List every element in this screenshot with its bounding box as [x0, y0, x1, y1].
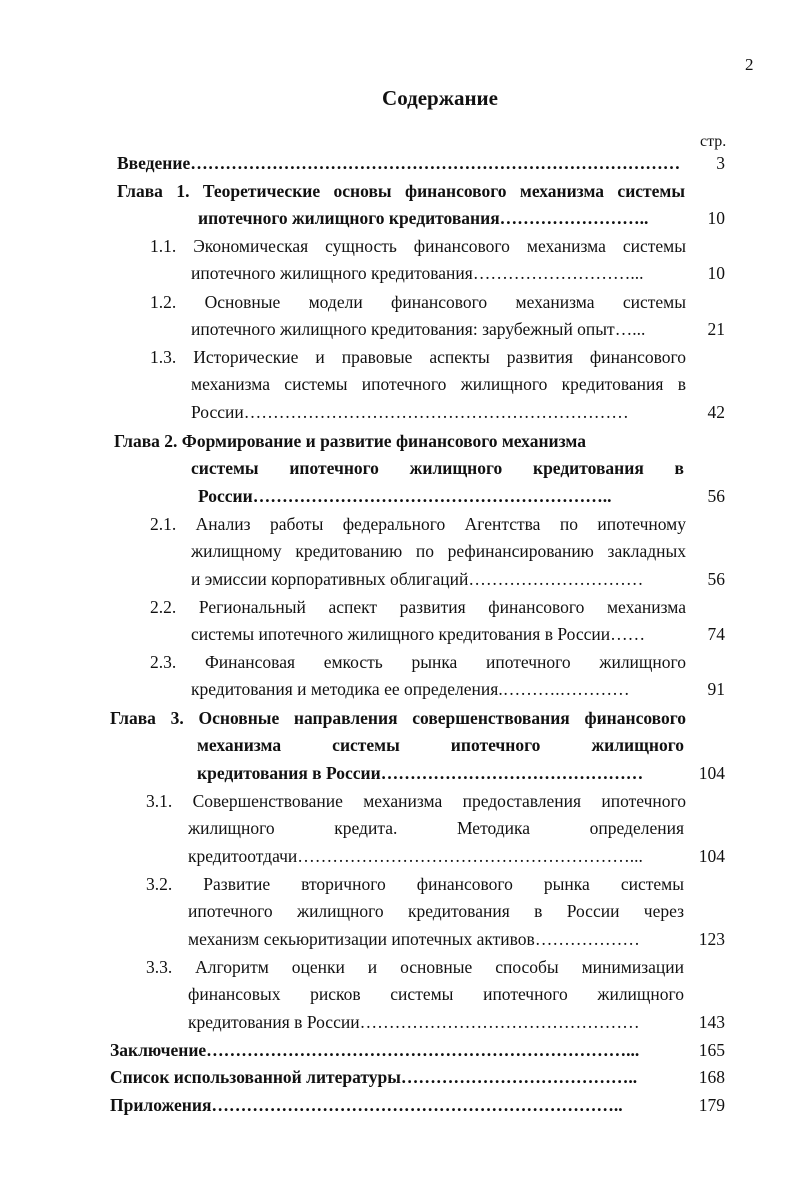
- toc-page-3-2: 123: [698, 929, 725, 949]
- toc-section-3-1-line-3: кредитоотдачи…………………………………………………...: [188, 846, 643, 866]
- toc-section-3-2-line-3: механизм секьюритизации ипотечных активов………………: [188, 929, 640, 949]
- toc-section-3-1-line-2: жилищного кредита. Методика определения: [188, 818, 684, 838]
- toc-chapter-1-line-1: Глава 1. Теоретические основы финансового механизма системы: [117, 181, 685, 201]
- toc-section-2-3-line-2: кредитования и методика ее определения.……….…………: [191, 679, 630, 699]
- toc-chapter-1-line-2: ипотечного жилищного кредитования……………………..: [198, 208, 649, 228]
- toc-page-chapter-3: 104: [698, 763, 725, 783]
- toc-section-3-2-line-2: ипотечного жилищного кредитования в России через: [188, 901, 684, 921]
- toc-section-1-1-line-2: ипотечного жилищного кредитования………………………...: [191, 263, 644, 283]
- toc-chapter-2-line-2: системы ипотечного жилищного кредитования в: [191, 458, 684, 478]
- toc-page-appendices: 179: [698, 1095, 725, 1115]
- toc-page-3-1: 104: [698, 846, 725, 866]
- toc-section-1-3-line-3: России…………………………………………………………: [191, 402, 629, 422]
- toc-chapter-2-line-1: Глава 2. Формирование и развитие финансового механизма: [114, 431, 586, 451]
- toc-entry-conclusion: Заключение………………………………………………………………...: [110, 1040, 640, 1060]
- toc-section-3-1-line-1: 3.1. Совершенствование механизма предоставления ипотечного: [146, 791, 686, 811]
- toc-section-3-3-line-3: кредитования в России…………………………………………: [188, 1012, 640, 1032]
- page-column-header: стр.: [700, 133, 727, 150]
- toc-page-1-2: 21: [707, 319, 725, 339]
- toc-section-2-1-line-3: и эмиссии корпоративных облигаций…………………………: [191, 569, 644, 589]
- toc-section-2-2-line-1: 2.2. Региональный аспект развития финансового механизма: [150, 597, 686, 617]
- toc-section-1-3-line-2: механизма системы ипотечного жилищного кредитования в: [191, 374, 686, 394]
- toc-entry-appendices: Приложения……………………………………………………………..: [110, 1095, 623, 1115]
- toc-page-chapter-2: 56: [707, 486, 725, 506]
- toc-section-1-2-line-2: ипотечного жилищного кредитования: зарубежный опыт…...: [191, 319, 646, 339]
- toc-chapter-3-line-2: механизма системы ипотечного жилищного: [197, 735, 684, 755]
- toc-page-1-1: 10: [707, 263, 725, 283]
- toc-entry-references: Список использованной литературы…………………………………..: [110, 1067, 638, 1087]
- toc-section-1-3-line-1: 1.3. Исторические и правовые аспекты развития финансового: [150, 347, 686, 367]
- toc-section-3-3-line-1: 3.3. Алгоритм оценки и основные способы минимизации: [146, 957, 684, 977]
- toc-section-2-1-line-1: 2.1. Анализ работы федерального Агентства по ипотечному: [150, 514, 686, 534]
- toc-entry-intro: Введение…………………………………………………………………………: [117, 153, 681, 173]
- toc-page-2-2: 74: [707, 624, 725, 644]
- toc-section-3-3-line-2: финансовых рисков системы ипотечного жилищного: [188, 984, 684, 1004]
- toc-section-2-3-line-1: 2.3. Финансовая емкость рынка ипотечного жилищного: [150, 652, 686, 672]
- toc-page-2-3: 91: [707, 679, 725, 699]
- toc-page-2-1: 56: [707, 569, 725, 589]
- toc-section-1-2-line-1: 1.2. Основные модели финансового механизма системы: [150, 292, 686, 312]
- toc-page-1-3: 42: [707, 402, 725, 422]
- toc-page-3-3: 143: [698, 1012, 725, 1032]
- toc-page-chapter-1: 10: [707, 208, 725, 228]
- toc-page-conclusion: 165: [698, 1040, 725, 1060]
- toc-chapter-3-line-3: кредитования в России………………………………………: [197, 763, 644, 783]
- toc-page-references: 168: [698, 1067, 725, 1087]
- toc-section-2-1-line-2: жилищному кредитованию по рефинансированию закладных: [191, 541, 686, 561]
- toc-section-1-1-line-1: 1.1. Экономическая сущность финансового механизма системы: [150, 236, 686, 256]
- toc-section-3-2-line-1: 3.2. Развитие вторичного финансового рынка системы: [146, 874, 684, 894]
- page-number: 2: [745, 55, 754, 74]
- page-title: Содержание: [382, 86, 498, 110]
- toc-section-2-2-line-2: системы ипотечного жилищного кредитования в России……: [191, 624, 646, 644]
- toc-chapter-2-line-3: России……………………………………………………..: [198, 486, 612, 506]
- toc-page-intro: 3: [716, 153, 725, 173]
- toc-chapter-3-line-1: Глава 3. Основные направления совершенствования финансового: [110, 708, 686, 728]
